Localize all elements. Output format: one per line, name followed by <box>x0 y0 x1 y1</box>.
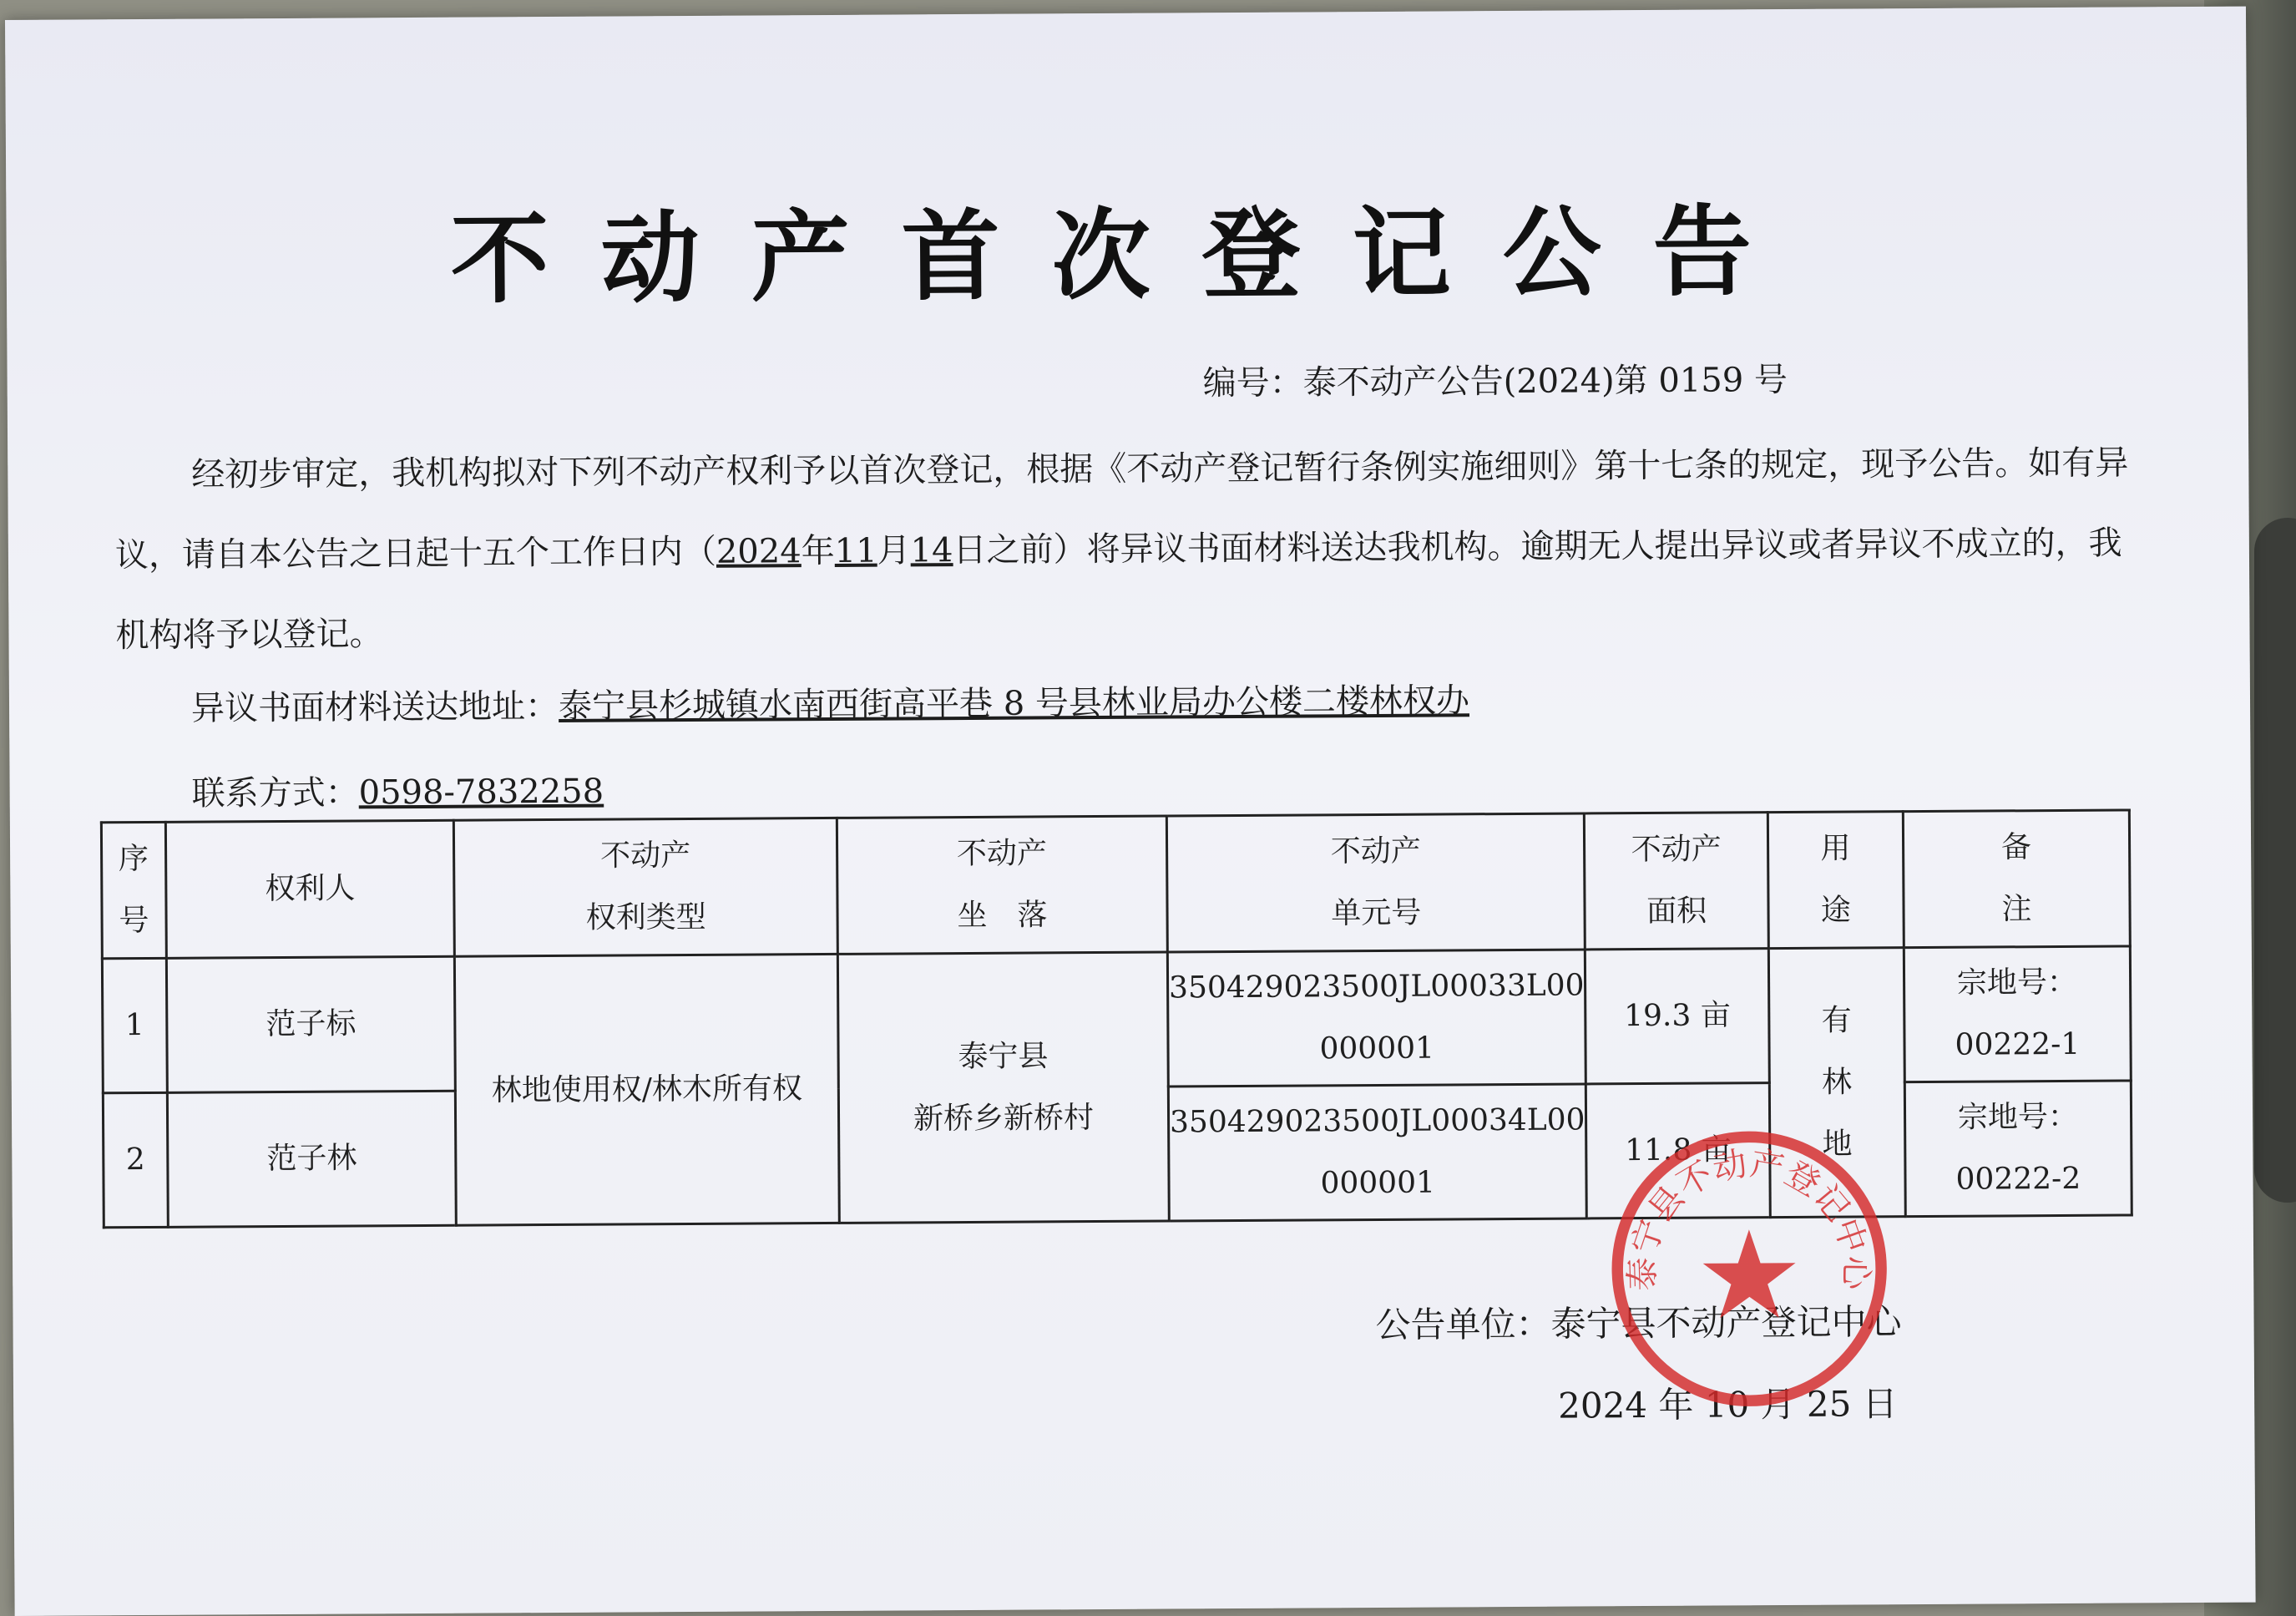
header-seq: 序 号 <box>101 822 166 958</box>
official-seal <box>1608 1127 1890 1410</box>
deadline-day: 14 <box>910 531 953 570</box>
cell-seq: 2 <box>103 1092 168 1227</box>
header-remarks: 备 注 <box>1903 810 2130 948</box>
header-right-type: 不动产 权利类型 <box>454 818 837 956</box>
publish-date: 2024 年 10 月 25 日 <box>1558 1383 1898 1426</box>
notice-body <box>114 423 2137 676</box>
cell-remark: 宗地号： 00222-1 <box>1904 946 2131 1082</box>
table-header-row <box>101 810 2130 959</box>
month-char: 月 <box>877 531 911 570</box>
publisher: 公告单位：泰宁县不动产登记中心 <box>1375 1301 1902 1346</box>
address-value: 泰宁县杉城镇水南西街高平巷 8 号县林业局办公楼二楼林权办 <box>558 681 1470 726</box>
body-text-1: 经初步审定，我机构拟对下列不动产权利予以首次登记，根据《不动产登记暂行条例实施细则》第十七条的规定，现予公告。如有异议，请自本公告之日起十五个工作日内（ <box>114 443 2129 575</box>
cell-right-type: 林地使用权/林木所有权 <box>455 954 839 1225</box>
cell-holder: 范子标 <box>166 956 456 1092</box>
year-char: 年 <box>801 531 835 571</box>
table-row <box>102 946 2131 1093</box>
cell-area: 19.3 亩 <box>1585 949 1769 1084</box>
header-holder: 权利人 <box>165 820 455 958</box>
cell-usage: 有 林 地 <box>1768 948 1905 1218</box>
contact-label: 联系方式： <box>191 773 359 813</box>
deadline-month: 11 <box>834 531 877 570</box>
cell-seq: 1 <box>102 958 167 1092</box>
deadline-year: 2024 <box>716 532 802 571</box>
cell-location: 泰宁县 新桥乡新桥村 <box>837 952 1169 1223</box>
cell-area: 11.8 亩 <box>1586 1083 1770 1218</box>
objection-address <box>191 674 1469 729</box>
header-area: 不动产 面积 <box>1585 813 1768 950</box>
cell-holder: 范子林 <box>167 1091 457 1227</box>
header-location: 不动产 坐 落 <box>837 816 1167 954</box>
notice-paper <box>5 7 2256 1616</box>
contact-phone: 0598-7832258 <box>358 772 604 813</box>
seal-text: 泰宁县不动产登记中心 <box>1622 1143 1876 1292</box>
address-label: 异议书面材料送达地址： <box>190 686 559 728</box>
cell-unit-number: 350429023500JL00033L00 000001 <box>1167 950 1585 1087</box>
background-object <box>2254 518 2296 1203</box>
body-text-2: 日之前）将异议书面材料送达我机构。逾期无人提出异议或者异议不成立的，我机构将予以登记。 <box>115 524 2122 656</box>
contact-info <box>191 765 604 815</box>
header-unit-number: 不动产 单元号 <box>1166 813 1585 952</box>
cell-unit-number: 350429023500JL00034L00 000001 <box>1168 1084 1586 1221</box>
cell-remark: 宗地号： 00222-2 <box>1904 1081 2132 1217</box>
document-number: 编号：泰不动产公告(2024)第 0159 号 <box>1202 360 1788 403</box>
notice-title: 不动产首次登记公告 <box>450 193 1804 317</box>
star-icon <box>1702 1229 1796 1319</box>
header-usage: 用 途 <box>1768 812 1904 949</box>
